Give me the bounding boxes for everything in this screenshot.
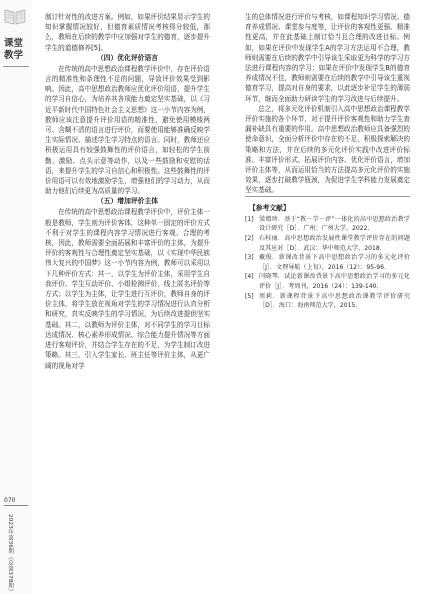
book-icon xyxy=(3,6,27,26)
sidebar xyxy=(0,0,32,594)
left-paragraph-2: 在传统的高中思想政治课程教学评价中，存在评价语言的精准性和条理性不足的问题，导致评价效果受到影响。因此，高中思想政治教师应优化评价用语，提升学生的学习自信心，为培养其各项能力奠定坚实基础，以《习近平新时代中国特色社会主义思想》这一小节内容为例，教师应该注意提升评价用语的精准性，避免使用模棱两可、含糊不清的语言进行评价，而要使用能够准确反映学生实际情况、描述学生学习特点的语言。同时，教师还应积极运用具有较强鼓舞性的评价语言，如轻松的学生前勤、激励、点头示意等动作，以及一些鼓励和安慰的话语，来提升学生的学习自信心和积极性。这些鼓舞性的评价用语可以有效地激励学生，增强他们的学习动力，从而助力他们后续更为高质量的学习。 xyxy=(45,64,210,196)
reference-text: 戴俊．新课改背景下高中思想政治学习的多元化评价［J］．文理导航（上旬），2016（12）：95-96. xyxy=(259,254,410,271)
reference-item xyxy=(245,215,410,234)
reference-number: [4] xyxy=(245,273,254,281)
references-section xyxy=(245,196,410,311)
reference-number: [2] xyxy=(245,235,254,243)
section-heading-5: （五）增加评价主体 xyxy=(96,197,159,206)
page-number-divider xyxy=(4,505,28,506)
column-name-line2: 教学 xyxy=(4,50,24,61)
reference-item xyxy=(245,292,410,311)
reference-text: 石桂丽．高中思想政治发展性课堂教学评价存在的问题及其应对［D］．武汉：华中师范大学，2018. xyxy=(259,235,410,252)
column-name-divider xyxy=(3,66,29,67)
section-heading-4: （四）优化评价语言 xyxy=(96,53,159,62)
references-title: 【参考文献】 xyxy=(249,203,290,212)
reference-text: 闫晓琴．试论新课改背景下高中思想政治学习的多元化评价［J］．考周刊，2016（24）：139-140. xyxy=(259,273,410,291)
page-number: 070 xyxy=(4,497,16,504)
right-column xyxy=(245,12,410,311)
reference-number: [3] xyxy=(245,254,254,262)
right-paragraph-1: 生的总体情况进行评价与考核，如课程知识学习情况、德育养成情况、课堂参与度等，让评价的客观性更强、精准性更高，并在此基础上制订恰当且合理的改进目标。例如，如果在评价中发现学生A的学习方法运用不合理，教师则需要在后续的教学中引导该生采取更为科学的学习方法进行课程内容的学习；如果在评价中发现学生B的德育养成情况不佳，教师则需要在后续的教学中引导该生重视德育学习，提高对自身的要求，以此逐步补足学生的薄弱环节，继而全面助力研读学生的学习改进与后续提升。 xyxy=(245,13,410,103)
reference-item xyxy=(245,253,410,272)
column-name-line1: 课堂 xyxy=(4,38,24,49)
reference-number: [1] xyxy=(245,215,254,223)
reference-item xyxy=(245,272,410,291)
reference-text: 梁增珍．基于“教－学－评”一体化的高中思想政治教学设计研究［D］．广州：广州大学，2022. xyxy=(259,215,410,233)
column-name xyxy=(4,38,30,62)
reference-text: 周莉．新课程背景下高中思想政治课教学评价研究［D］．海口：海南师范大学，2015. xyxy=(259,292,410,310)
reference-item xyxy=(245,234,410,253)
right-paragraph-2: 总之，将多元化评价机制引入高中思想政治课程教学评价实施的各个环节，对于提升评价客观性和助力学生查漏补缺具有重要的作用。高中思想政治教师应具备强烈的使命意识，全面分析评价中存在的不足，积极探索解决的策略和方法，并在后续的多元化评价实践中改进评价标准、丰富评价形式、拓展评价内容、优化评价语言，增加评价主体等，从而运用恰当的方法提高多元化评价的实施效果，逐步打破教学瓶颈，为促进学生学科能力发展奠定坚实基础。 xyxy=(245,104,410,195)
left-paragraph-1: 制订针对性的改进方案。例如，如果评价结果显示学生的知识掌握情况较好，但德育素质情况考核得分较低，那么，教师在后续的教学中应加强对学生的德育，逐步提升学生的道德修养[5]。 xyxy=(45,13,210,52)
reference-number: [5] xyxy=(245,292,254,300)
issue-info: 2023年第36期（总第378期） xyxy=(7,514,13,594)
left-column xyxy=(45,12,210,371)
left-paragraph-3: 在传统的高中思想政治课程教学评价中，评价主体一般是教师，学生则为评价客体，这种单一固定的评价方式不利于对学生的课程内容学习情况进行客观、合理的考核，因此，教师需要全面拓展和丰富评价的主体，为提升评价的客观性与合理性奠定坚实基础，以《实现中华民族伟大复兴的中国梦》这一小节内容为例，教师可以采用以下几种评价方式：其一，以学生为评价主体，采用学生自我评价、学生互动评价、小组检测评价，线上匿名评价等方式；以学生为主体，让学生进行互评价，教师自身的评价主体，将学生放在视角对学生的学习情况进行认真分析和研究，真实反映学生的学习情况，为后续改进提供坚实基础。其二，以教师为评价主体，对不同学生的学习目标达成情况、核心素养形成情况、综合能力提升情况等方面进行客观评价，并结合学生存在的不足，为学生制订改进策略。其三，引入学生家长、班主任等评价主体，从更广阔的视角对学 xyxy=(45,208,210,370)
